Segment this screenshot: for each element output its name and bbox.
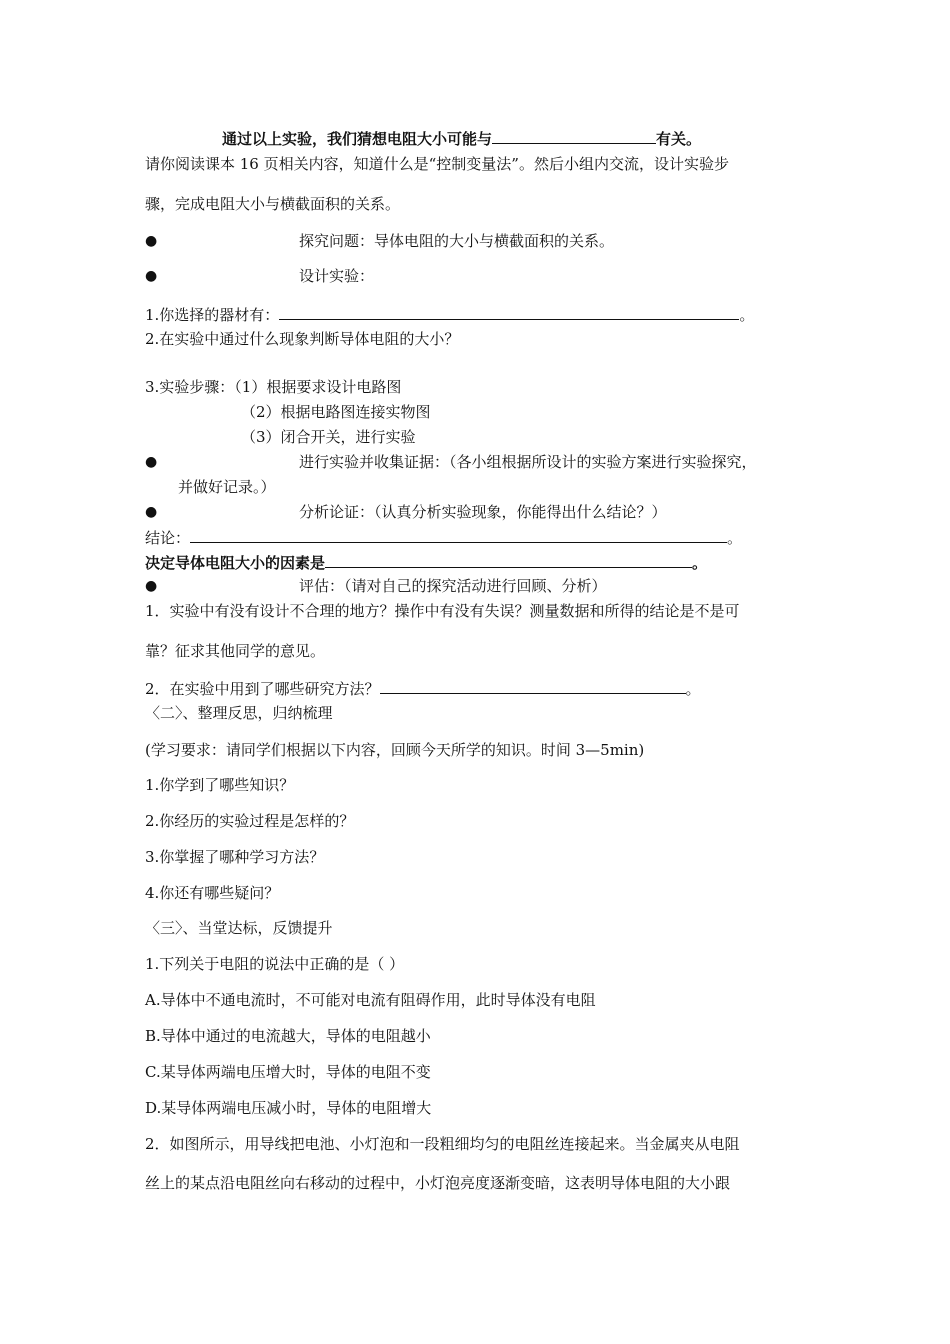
design-experiment: 设计实验： xyxy=(299,267,375,285)
question-2-line-1: 2．如图所示，用导线把电池、小灯泡和一段粗细均匀的电阻丝连接起来。当金属夹从电阻 xyxy=(145,1135,740,1153)
eval-q2-label: 2．在实验中用到了哪些研究方法？ xyxy=(145,680,380,698)
evaluation: 评估：（请对自己的探究活动进行回顾、分析） xyxy=(299,577,607,595)
eval-q1-line-2: 靠？征求其他同学的意见。 xyxy=(145,642,326,660)
step-2: （2）根据电路图连接实物图 xyxy=(241,403,431,421)
heading xyxy=(222,128,701,149)
conclusion-blank[interactable] xyxy=(190,527,727,543)
eval-q2 xyxy=(145,678,701,699)
question-1-option: C.某导体两端电压增大时，导体的电阻不变 xyxy=(145,1063,431,1081)
conclusion-end: 。 xyxy=(727,529,743,547)
conclusion xyxy=(145,527,742,548)
bullet-icon: ● xyxy=(145,578,158,594)
question-1-option: D.某导体两端电压减小时，导体的电阻增大 xyxy=(145,1099,432,1117)
question-materials xyxy=(145,304,754,325)
question-1-stem: 1.下列关于电阻的说法中正确的是（ ） xyxy=(145,955,405,973)
heading-text: 通过以上实验，我们猜想电阻大小可能与 xyxy=(222,130,493,148)
question-1-option: A.导体中不通电流时，不可能对电流有阻碍作用，此时导体没有电阻 xyxy=(145,991,596,1009)
collect-evidence-line-2: 并做好记录。） xyxy=(178,478,276,496)
explore-question: 探究问题：导体电阻的大小与横截面积的关系。 xyxy=(299,232,615,250)
factors-label: 决定导体电阻大小的因素是 xyxy=(145,554,326,572)
intro-line-2: 骤，完成电阻大小与横截面积的关系。 xyxy=(145,195,401,213)
step-1: 3.实验步骤：（1）根据要求设计电路图 xyxy=(145,378,402,396)
step-3: （3）闭合开关，进行实验 xyxy=(241,428,416,446)
section3-title: 〈三〉、当堂达标，反馈提升 xyxy=(145,919,333,937)
section2-item: 4.你还有哪些疑问？ xyxy=(145,884,280,902)
section2-item: 2.你经历的实验过程是怎样的？ xyxy=(145,812,355,830)
eval-q2-end: 。 xyxy=(685,680,701,698)
methods-blank[interactable] xyxy=(380,678,686,694)
question-materials-end: 。 xyxy=(739,306,755,324)
heading-end: 有关。 xyxy=(656,130,702,148)
materials-blank[interactable] xyxy=(279,304,739,320)
section2-item: 3.你掌握了哪种学习方法？ xyxy=(145,848,325,866)
bullet-icon: ● xyxy=(145,504,158,520)
section2-requirement: (学习要求：请同学们根据以下内容，回顾今天所学的知识。时间 3—5min) xyxy=(145,741,645,759)
intro-line-1: 请你阅读课本 16 页相关内容，知道什么是“控制变量法”。然后小组内交流，设计实验步 xyxy=(145,155,729,173)
bullet-icon: ● xyxy=(145,454,158,470)
eval-q1-line-1: 1．实验中有没有设计不合理的地方？操作中有没有失误？测量数据和所得的结论是不是可 xyxy=(145,602,740,620)
heading-blank[interactable] xyxy=(492,128,656,144)
section2-title: 〈二〉、整理反思，归纳梳理 xyxy=(145,704,333,722)
bullet-icon: ● xyxy=(145,268,158,284)
factors xyxy=(145,552,707,573)
factors-blank[interactable] xyxy=(325,552,692,568)
factors-end: 。 xyxy=(692,554,708,572)
question-phenomenon: 2.在实验中通过什么现象判断导体电阻的大小？ xyxy=(145,330,460,348)
question-1-option: B.导体中通过的电流越大，导体的电阻越小 xyxy=(145,1027,431,1045)
analysis: 分析论证：（认真分析实验现象，你能得出什么结论？） xyxy=(299,503,667,521)
question-materials-label: 1.你选择的器材有： xyxy=(145,306,280,324)
collect-evidence-line-1: 进行实验并收集证据：（各小组根据所设计的实验方案进行实验探究， xyxy=(299,453,757,471)
bullet-icon: ● xyxy=(145,233,158,249)
section2-item: 1.你学到了哪些知识？ xyxy=(145,776,295,794)
question-2-line-2: 丝上的某点沿电阻丝向右移动的过程中，小灯泡亮度逐渐变暗，这表明导体电阻的大小跟 xyxy=(145,1174,731,1192)
conclusion-label: 结论： xyxy=(145,529,191,547)
